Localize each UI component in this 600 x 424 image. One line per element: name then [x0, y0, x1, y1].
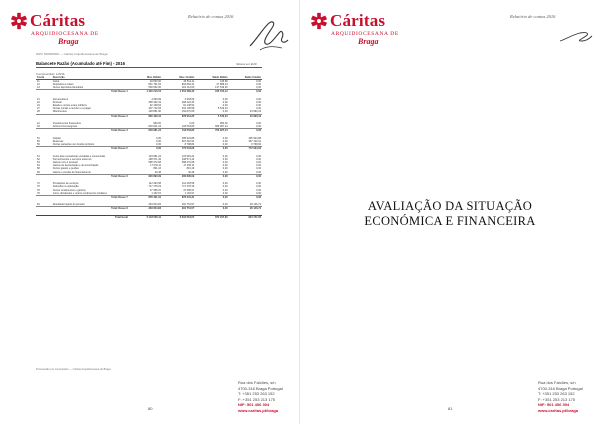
footnote: Processado por computador — Cáritas Arquidiocesana de Braga [36, 368, 111, 371]
address-nif: NIF: 501 406 394 [538, 402, 570, 408]
balance-debit-cell: 0,00 [222, 170, 228, 174]
credit-cell: 40,48 [188, 170, 195, 174]
credit-cell: 900 890,09 [162, 174, 195, 178]
account-code-cell: 11 [37, 80, 40, 84]
credit-cell: 878 401,31 [162, 195, 195, 199]
address-street: Rua dos Falcões, s/n [238, 380, 276, 385]
debit-cell: 0,00 [156, 137, 162, 141]
debit-cell: 40,48 [154, 170, 162, 174]
debit-cell: 0,00 [129, 147, 162, 151]
account-code-cell: 63 [37, 161, 40, 165]
balance-credit-cell: 0,00 [256, 107, 261, 111]
caritas-logo [10, 10, 125, 50]
balance-debit-cell: 872 167,60 [195, 216, 228, 220]
balance-debit-cell: 0,00 [222, 155, 228, 159]
balance-credit-cell: 0,00 [256, 182, 261, 186]
logo-city: Braga [58, 37, 79, 46]
description-cell: Capital [52, 137, 61, 141]
balance-credit-cell: 0,00 [256, 80, 261, 84]
logo-brand-name: Cáritas [330, 11, 386, 30]
page-number: 80 [148, 406, 153, 411]
caritas-logo [310, 10, 425, 50]
debit-cell: 818 021,24 [148, 125, 162, 129]
account-code-cell: 59 [37, 143, 40, 147]
balance-credit-cell: 23 990,19 [249, 110, 261, 114]
description-cell: Total Classe 8 [52, 207, 129, 211]
description-cell: Gastos e perdas de financiamento [52, 170, 91, 174]
account-code-cell: 24 [37, 104, 40, 108]
credit-cell: 47 396,97 [183, 188, 195, 192]
address-nif: NIF: 501 406 394 [238, 402, 270, 408]
account-code-cell: 13 [37, 86, 40, 90]
debit-cell: 1 420 213,54 [129, 90, 162, 94]
balance-debit-cell: 0,00 [222, 98, 228, 102]
balance-debit-cell: 699 967,44 [215, 125, 228, 129]
balance-credit-cell: 0,00 [256, 104, 261, 108]
description-cell: Outras contas a receber e a pagar [52, 107, 91, 111]
description-cell: Depósitos à ordem [52, 83, 74, 87]
balance-credit-cell: 28 146,74 [249, 203, 261, 207]
balance-debit-cell: 0,00 [222, 161, 228, 165]
running-header: Relatório de contas 2016 [188, 14, 234, 19]
report-title: Balancete Razão (Acumulado até Fim) - 2016 [36, 61, 125, 66]
address-postal: 4700-316 Braga Portugal [538, 385, 583, 391]
account-code-cell: 56 [37, 140, 40, 144]
description-cell: Outros depósitos bancários [52, 86, 84, 90]
credit-cell: 772 034,63 [162, 147, 195, 151]
debit-cell: 598 372,68 [148, 161, 162, 165]
balance-debit-cell: 0,00 [195, 147, 228, 151]
account-code-cell: 79 [37, 191, 40, 195]
account-code-cell: 27 [37, 107, 40, 111]
balance-credit-cell: 0,00 [256, 83, 261, 87]
balance-credit-cell: 0,00 [256, 188, 261, 192]
website-link[interactable]: www.caritas.pt/braga [238, 407, 279, 413]
debit-cell: 263 604,83 [129, 207, 162, 211]
description-cell: Subsídios à exploração [52, 185, 79, 189]
description-cell: Total Classe 5 [52, 147, 129, 151]
debit-cell: 0,00 [156, 143, 162, 147]
balance-credit-cell: 0,00 [256, 161, 261, 165]
description-cell: Total Geral [52, 216, 129, 220]
account-code-cell [36, 216, 52, 220]
running-header: Relatório de contas 2016 [510, 14, 556, 19]
report-period: Compreendido: 1/2016 [36, 72, 65, 76]
credit-cell: 401 113,00 [182, 86, 195, 90]
balance-credit-cell: 0,00 [256, 86, 261, 90]
balance-credit-cell: 367 310,91 [248, 140, 261, 144]
account-code-cell: 72 [37, 182, 40, 186]
col-header-balance-credit: Saldo Crédito [229, 76, 262, 80]
balance-credit-cell: 0,00 [256, 155, 261, 159]
balance-debit-cell: 960,00 [219, 122, 228, 126]
title-divider [36, 67, 262, 68]
debit-cell: 17 033,11 [150, 164, 162, 168]
credit-cell: 598 372,68 [181, 161, 195, 165]
description-cell: Outros gastos e perdas [52, 167, 79, 171]
description-cell: Outras variações nos fundos próprios [52, 143, 95, 147]
section-heading [316, 199, 584, 228]
company-note: NIPC 500000000 — Cáritas Arquidiocesana de Braga [36, 52, 108, 56]
description-cell: Total Classe 6 [52, 174, 129, 178]
address-street: Rua dos Falcões, s/n [538, 380, 576, 385]
credit-cell: 258 422,34 [181, 101, 195, 105]
description-cell: Pessoal [52, 101, 62, 105]
balance-credit-cell: 0,00 [256, 191, 261, 195]
address-fax: F: +351 253 213 175 [238, 396, 276, 402]
description-cell: Outros rendimentos e ganhos [52, 188, 86, 192]
signature-icon [558, 30, 594, 44]
balance-credit-cell: 8 798,84 [251, 143, 261, 147]
balance-debit-cell: 0,00 [222, 167, 228, 171]
address-fax: F: +351 253 213 175 [538, 396, 576, 402]
balance-debit-cell: 27 889,23 [216, 83, 228, 87]
credit-cell: 152 872,09 [181, 110, 195, 114]
balance-debit-cell: 0,00 [222, 143, 228, 147]
balance-credit-cell: 0,00 [256, 125, 261, 129]
balance-credit-cell: 0,00 [229, 174, 262, 178]
signature-icon [246, 16, 290, 54]
col-header-debit: Mov. Débito [129, 76, 162, 80]
balance-debit-cell: 5 516,04 [195, 114, 228, 118]
description-cell: Total Classe 7 [52, 195, 129, 199]
logo-subtitle: ARQUIDIOCESANA DE [31, 31, 99, 37]
credit-cell: 17 033,11 [183, 164, 195, 168]
credit-cell: 49 514,11 [183, 80, 195, 84]
debit-cell: 62 138,54 [149, 104, 162, 108]
balance-debit-cell: 0,00 [195, 207, 228, 211]
website-link[interactable]: www.caritas.pt/braga [538, 407, 579, 413]
description-cell: Investimentos financeiros [52, 122, 81, 126]
debit-cell: 128 881,90 [148, 110, 162, 114]
balance-debit-cell: 700 927,44 [195, 129, 228, 133]
description-cell: Total Classe 4 [52, 129, 129, 133]
balance-credit-cell: 0,00 [256, 164, 261, 168]
credit-cell: 803 862,31 [181, 83, 195, 87]
section-heading-line2: ECONÓMICA E FINANCEIRA [364, 213, 536, 228]
description-cell: Custo das mercadorias vendidas e consumidas [52, 155, 106, 159]
address-postal: 4700-316 Braga Portugal [238, 385, 283, 391]
debit-cell: 3 283,69 [151, 98, 162, 102]
debit-cell: 258 422,34 [148, 101, 162, 105]
credit-cell: 402 196,59 [181, 107, 195, 111]
balance-debit-cell: 0,00 [222, 101, 228, 105]
col-header-balance-debit: Saldo Débito [195, 76, 228, 80]
credit-cell: 3 283,69 [184, 98, 195, 102]
account-code-cell: 78 [37, 188, 40, 192]
balance-debit-cell: 315,89 [219, 80, 228, 84]
description-cell: Estado e outros entes públicos [52, 104, 87, 108]
balance-credit-cell: 772 034,63 [229, 147, 262, 151]
debit-cell: 263 604,83 [148, 203, 162, 207]
credit-cell: 367 310,91 [181, 140, 195, 144]
debit-cell: 900 890,09 [129, 174, 162, 178]
balance-debit-cell: 0,00 [222, 104, 228, 108]
description-cell: Fornecimentos e serviços externos [52, 158, 92, 162]
balance-credit-cell: 0,00 [256, 122, 261, 126]
account-code-cell: 28 [37, 110, 40, 114]
balance-credit-cell: 28 146,74 [229, 207, 262, 211]
table-grand-total-row [36, 216, 262, 220]
account-code-cell: 68 [37, 167, 40, 171]
credit-cell: 395 924,88 [181, 137, 195, 141]
credit-cell: 891,16 [186, 167, 195, 171]
balance-credit-cell: 0,00 [256, 185, 261, 189]
description-cell: Reservas [52, 140, 64, 144]
credit-cell: 1 162,57 [184, 191, 195, 195]
account-code-cell: 12 [37, 83, 40, 87]
description-cell: Fornecedores [52, 98, 69, 102]
credit-cell: 118 053,80 [182, 125, 195, 129]
debit-cell: 717 378,19 [148, 185, 162, 189]
col-header-description: Descrição [52, 76, 129, 80]
debit-cell: 407 712,63 [148, 107, 162, 111]
debit-cell: 0,00 [156, 140, 162, 144]
description-cell: Activos fixos tangíveis [52, 125, 78, 129]
balance-debit-cell: 0,00 [222, 191, 228, 195]
debit-cell: 5 142 530,11 [129, 216, 162, 220]
balance-debit-cell: 0,00 [195, 174, 228, 178]
description-cell: Juros, dividendos e outros rendimentos similares [52, 191, 107, 195]
balance-credit-cell: 0,00 [229, 129, 262, 133]
description-cell: Gastos de depreciação e de amortização [52, 164, 99, 168]
logo-subtitle: ARQUIDIOCESANA DE [331, 31, 399, 37]
balance-debit-cell: 0,00 [222, 158, 228, 162]
debit-cell: 112 463,58 [148, 182, 162, 186]
section-heading-line1: AVALIAÇÃO DA SITUAÇÃO [367, 199, 533, 213]
debit-cell: 538 632,00 [148, 86, 162, 90]
account-code-cell: 43 [37, 125, 40, 129]
page-number: 81 [448, 406, 453, 411]
balance-debit-cell: 0,00 [195, 195, 228, 199]
debit-cell: 860 439,10 [129, 114, 162, 118]
account-code-cell: 81 [37, 203, 40, 207]
description-cell: Gastos com o pessoal [52, 161, 78, 165]
balance-credit-cell: 0,00 [256, 170, 261, 174]
credit-cell: 115 981,24 [182, 155, 195, 159]
balance-credit-cell: 824 171,56 [229, 216, 262, 220]
credit-cell: 0,00 [189, 122, 195, 126]
account-code-cell: 22 [37, 101, 40, 105]
balance-debit-cell: 137 519,00 [215, 86, 228, 90]
credit-cell: 291 751,57 [181, 203, 195, 207]
balance-credit-cell: 0,00 [229, 90, 262, 94]
address-block [538, 380, 583, 414]
address-block [238, 380, 283, 414]
balance-debit-cell: 0,00 [222, 137, 228, 141]
credit-cell: 168 571,42 [181, 158, 195, 162]
balance-debit-cell: 0,00 [222, 185, 228, 189]
balance-debit-cell: 5 516,04 [217, 107, 228, 111]
col-header-account: Conta [36, 76, 52, 80]
credit-cell: 112 463,58 [182, 182, 195, 186]
debit-cell: 891,16 [153, 167, 162, 171]
balance-table-body [36, 80, 262, 220]
debit-cell: 878 401,31 [129, 195, 162, 199]
debit-cell: 168 571,42 [148, 158, 162, 162]
credit-cell: 878 913,25 [162, 114, 195, 118]
account-code-cell: 41 [37, 122, 40, 126]
caritas-cross-icon [10, 12, 28, 30]
balance-credit-cell: 0,00 [256, 98, 261, 102]
balance-debit-cell: 0,00 [222, 203, 228, 207]
description-cell: Total Classe 1 [52, 90, 129, 94]
balance-debit-cell: 0,00 [222, 182, 228, 186]
balance-debit-cell: 0,00 [222, 164, 228, 168]
description-cell: Prestações de serviços [52, 182, 79, 186]
debit-cell: 115 981,24 [148, 155, 162, 159]
balance-debit-cell: 0,00 [222, 188, 228, 192]
debit-cell: 960,00 [153, 122, 162, 126]
logo-city: Braga [358, 37, 379, 46]
credit-cell: 717 378,19 [181, 185, 195, 189]
debit-cell: 1 162,57 [151, 191, 162, 195]
logo-brand-name: Cáritas [30, 11, 86, 30]
debit-cell: 831 751,54 [148, 83, 162, 87]
account-code-cell: 64 [37, 164, 40, 168]
account-code-cell: 21 [37, 98, 40, 102]
credit-cell: 62 138,54 [183, 104, 195, 108]
balance-credit-cell: 0,00 [229, 195, 262, 199]
balance-debit-cell: 0,00 [222, 140, 228, 144]
credit-cell: 118 053,80 [162, 129, 195, 133]
credit-cell: 8 798,84 [184, 143, 195, 147]
balance-credit-cell: 0,00 [256, 158, 261, 162]
debit-cell: 47 396,97 [149, 188, 162, 192]
account-code-cell: 51 [37, 137, 40, 141]
credit-cell: 1 254 489,42 [162, 90, 195, 94]
col-header-credit: Mov. Crédito [162, 76, 195, 80]
report-unit: Valores em EUR [236, 62, 257, 66]
account-code-cell: 62 [37, 158, 40, 162]
caritas-cross-icon [310, 12, 328, 30]
description-cell: Caixa [52, 80, 60, 84]
account-code-cell: 75 [37, 185, 40, 189]
balance-debit-cell: 0,00 [222, 110, 228, 114]
balance-credit-cell: 395 924,88 [248, 137, 261, 141]
account-code-cell: 61 [37, 155, 40, 159]
description-cell: Diferimentos [52, 110, 67, 114]
debit-cell: 818 981,24 [129, 129, 162, 133]
address-phone: T: +351 253 263 152 [238, 391, 275, 397]
debit-cell: 49 830,00 [149, 80, 162, 84]
account-code-cell: 69 [37, 170, 40, 174]
right-page [300, 0, 600, 424]
credit-cell: 5 094 534,07 [162, 216, 195, 220]
balance-table [36, 76, 262, 219]
balance-credit-cell: 0,00 [256, 101, 261, 105]
description-cell: Resultado líquido do período [52, 203, 85, 207]
address-phone: T: +351 253 263 152 [538, 391, 575, 397]
balance-debit-cell: 165 724,12 [195, 90, 228, 94]
balance-credit-cell: 0,00 [256, 167, 261, 171]
description-cell: Total Classe 2 [52, 114, 129, 118]
balance-credit-cell: 23 990,19 [229, 114, 262, 118]
credit-cell: 291 751,57 [162, 207, 195, 211]
